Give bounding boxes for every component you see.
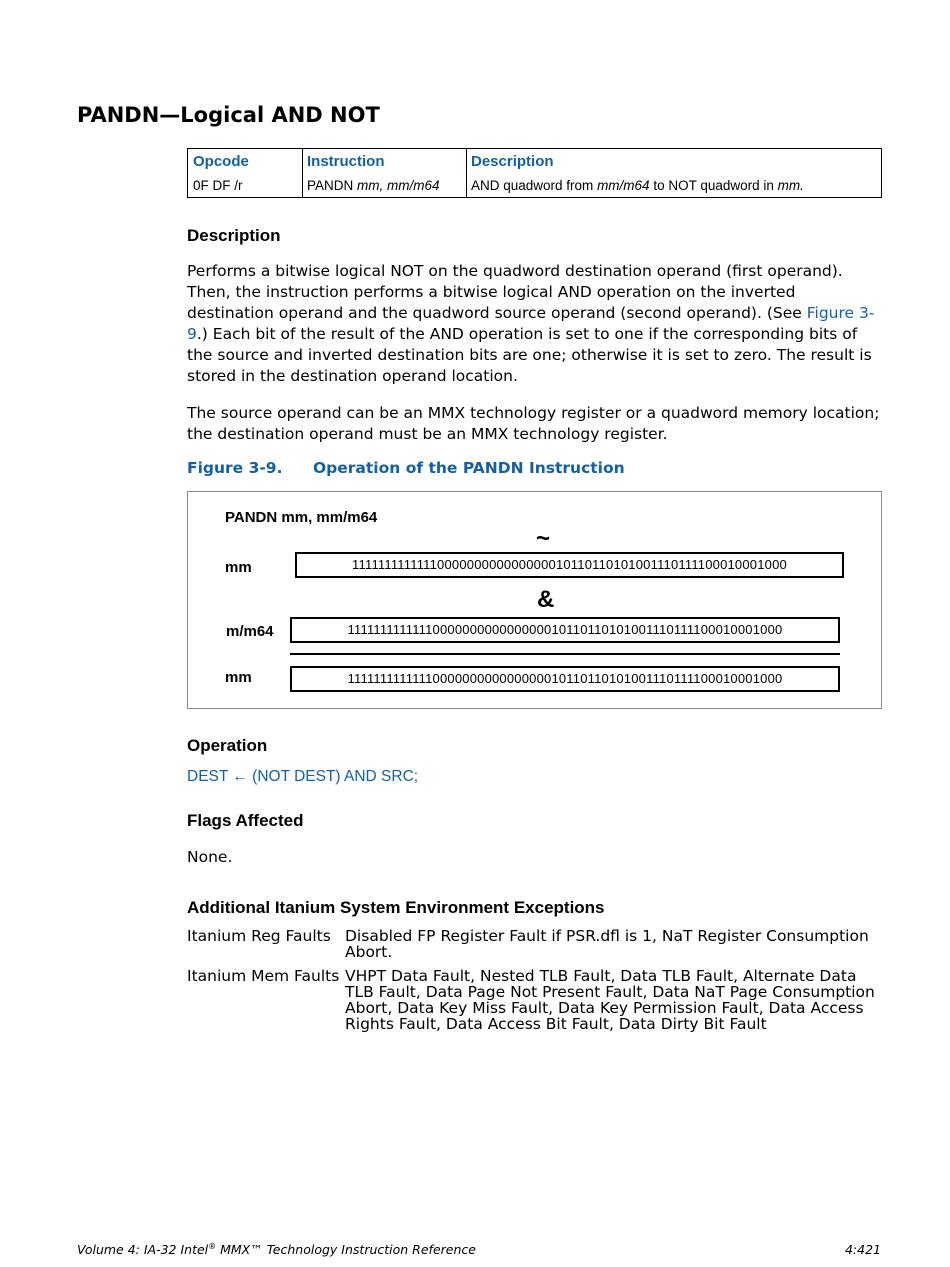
opcode-value: 0F DF /r	[193, 178, 243, 193]
opcode-column	[188, 149, 303, 197]
instruction-operands: mm, mm/m64	[357, 178, 440, 193]
instruction-value	[307, 178, 440, 193]
footer-text: MMX™ Technology Instruction Reference	[216, 1242, 476, 1258]
description-operand: mm/m64	[597, 178, 650, 193]
description-header: Description	[471, 153, 554, 170]
result-register-value: 1111111111111000000000000000010110110101001110111100010001000	[290, 666, 840, 692]
footer-text: Volume 4: IA-32 Intel	[77, 1242, 209, 1258]
exceptions-heading: Additional Itanium System Environment Exceptions	[187, 898, 605, 917]
flags-heading: Flags Affected	[187, 811, 304, 830]
page-title: PANDN—Logical AND NOT	[77, 103, 380, 127]
figure-title: Operation of the PANDN Instruction	[313, 459, 625, 477]
src-register-value: 1111111111111000000000000000010110110101001110111100010001000	[290, 617, 840, 643]
instruction-column	[302, 149, 467, 197]
operation-heading: Operation	[187, 736, 268, 755]
and-symbol: &	[537, 586, 555, 613]
dest-register-value: 1111111111111000000000000000010110110101001110111100010001000	[295, 552, 844, 578]
exception-value: Disabled FP Register Fault if PSR.dfl is 1, NaT Register Consumption Abort.	[345, 927, 869, 961]
footer-title	[77, 1242, 476, 1257]
description-part: to NOT quadword in	[649, 178, 778, 193]
not-symbol: ~	[536, 525, 551, 552]
figure-header: PANDN mm, mm/m64	[225, 509, 378, 526]
result-register-label: mm	[225, 669, 252, 686]
description-text: .) Each bit of the result of the AND operation is set to one if the corresponding bits of the source and inverted destination bits are one; otherwise it is set to zero. The result is stored in the destination operand location.	[187, 325, 872, 385]
instruction-mnemonic: PANDN	[307, 178, 358, 193]
exception-value: VHPT Data Fault, Nested TLB Fault, Data TLB Fault, Alternate Data TLB Fault, Data Page Not Present Fault, Data NaT Page Consumption Abort, Data Key Miss Fault, Data Key Permission Fault, Data Access Rights Fault, Data Access Bit Fault, Data Dirty Bit Fault	[345, 967, 875, 1033]
description-column	[466, 149, 881, 197]
description-heading: Description	[187, 226, 281, 245]
description-value	[471, 178, 804, 193]
exception-key: Itanium Mem Faults	[187, 967, 340, 985]
opcode-table	[187, 148, 882, 198]
description-part: AND quadword from	[471, 178, 598, 193]
result-divider	[290, 653, 840, 655]
pandn-figure	[187, 491, 882, 709]
operation-code: DEST ← (NOT DEST) AND SRC;	[187, 768, 419, 785]
exception-key: Itanium Reg Faults	[187, 927, 331, 945]
description-paragraph-2: The source operand can be an MMX technology register or a quadword memory location; the destination operand must be an MMX technology register.	[187, 404, 880, 443]
figure-caption	[187, 459, 625, 477]
registered-mark: ®	[208, 1242, 217, 1251]
figure-link[interactable]: Figure 3-9	[187, 304, 875, 343]
page-number: 4:421	[844, 1242, 881, 1257]
figure-number: Figure 3-9.	[187, 459, 283, 477]
src-register-label: m/m64	[226, 623, 274, 640]
description-text: Performs a bitwise logical NOT on the quadword destination operand (first operand). Then, the instruction performs a bitwise logical AND operation on the inverted destination operand and the quadword source operand (second operand). (See	[187, 262, 843, 322]
opcode-header: Opcode	[193, 153, 249, 170]
instruction-header: Instruction	[307, 153, 385, 170]
dest-register-label: mm	[225, 559, 252, 576]
description-operand: mm.	[777, 178, 804, 193]
flags-text: None.	[187, 848, 233, 866]
description-paragraph-1	[187, 261, 882, 387]
